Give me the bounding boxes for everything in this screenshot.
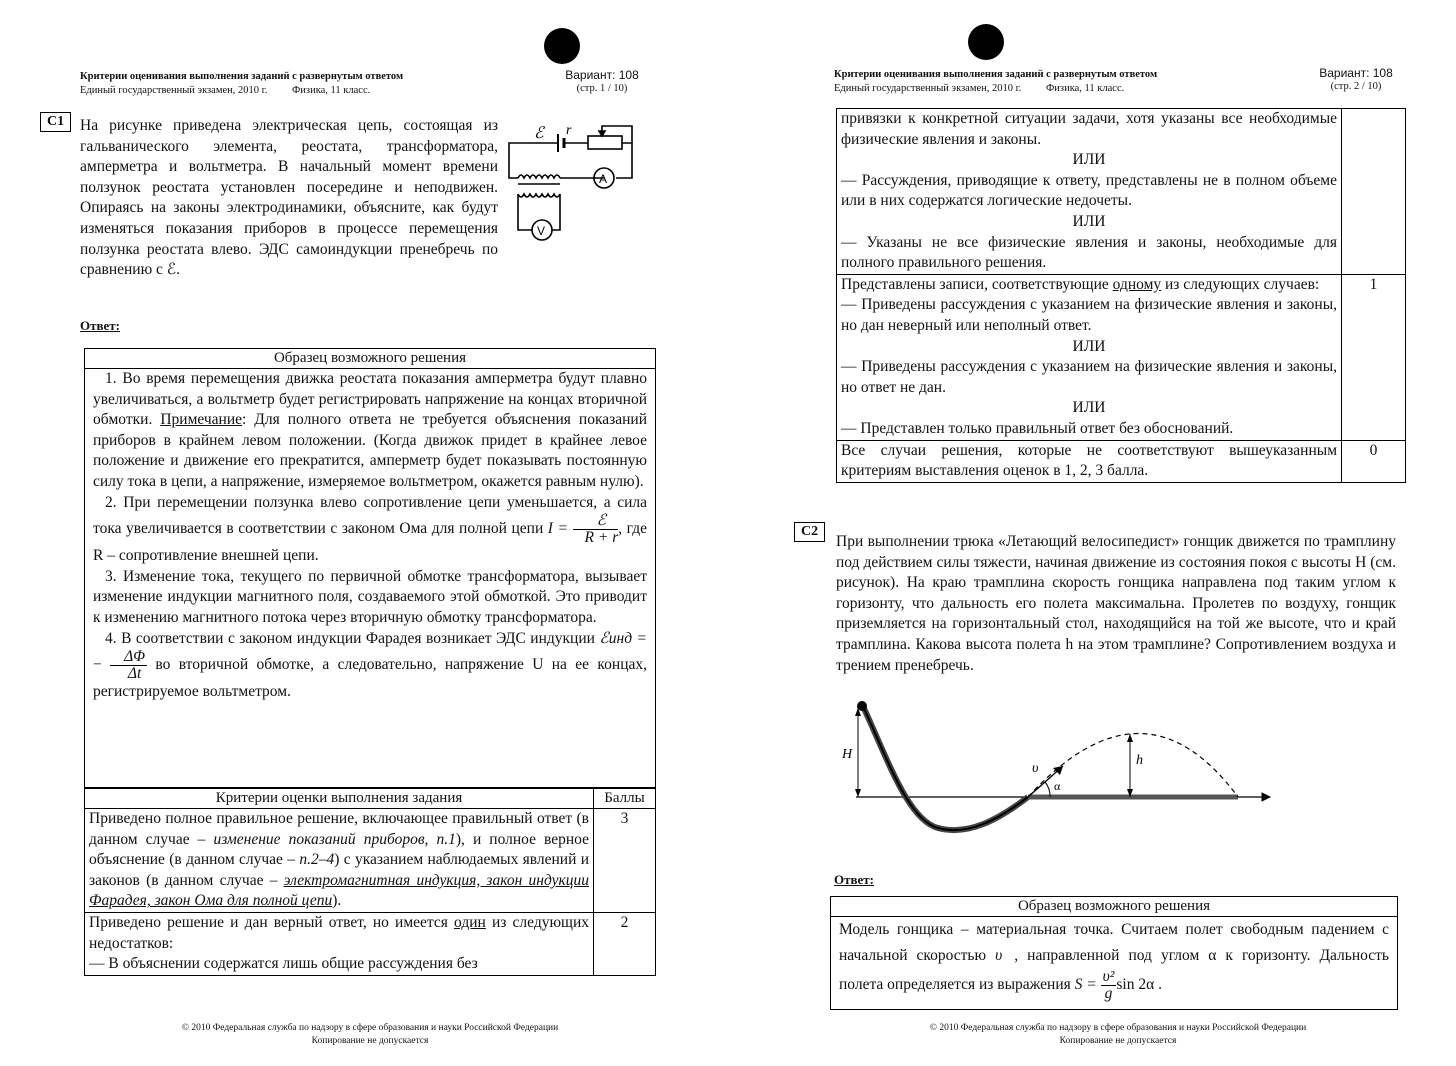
criteria-0-text: Все случаи решения, которые не соответствуют вышеуказанным критериям выставления оценок в 1, 2, 3 балла. xyxy=(837,440,1342,482)
crit2-c: из следующих недостатков: xyxy=(89,913,590,952)
crit3-f: электромагнитная индукция, закон индукции Фарадея, закон Ома для полной цепи xyxy=(89,871,589,910)
solution-title: Образец возможного решения xyxy=(831,897,1397,917)
solution-step-1 xyxy=(85,369,655,493)
points-header: Баллы xyxy=(594,789,656,809)
criteria-header-row xyxy=(85,789,656,809)
or-label: ИЛИ xyxy=(1072,212,1106,230)
cont-c: — Указаны не все физические явления и законы, необходимые для полного правильного решения. xyxy=(841,233,1337,272)
solution-step-4: 4. В соответствии с законом индукции Фарадея возникает ЭДС индукции ℰинд = − $\frac{\Delta\Phi}{\Delta t}$ во вторичной обмотке, а следовательно, напряжение U на ее концах, регистрируемое вольтметром. xyxy=(93,629,648,701)
criteria-header: Критерии оценки выполнения задания xyxy=(85,789,594,809)
task-c1-text-top xyxy=(80,116,498,281)
task-label-c2: C2 xyxy=(794,522,825,542)
solution-c2-text xyxy=(831,917,1397,1002)
criteria-row-2-cont xyxy=(837,109,1406,275)
faraday-den: Δt xyxy=(127,665,142,683)
range-formula xyxy=(1101,969,1117,1002)
rider-icon xyxy=(857,701,867,711)
header-subject: Физика, 11 класс. xyxy=(1046,83,1125,94)
label-v: υ xyxy=(1032,761,1039,776)
velocity-vector: υ⃗ xyxy=(995,947,1015,964)
task-label-c1: C1 xyxy=(40,112,71,132)
emf-label: ℰ xyxy=(534,125,544,142)
faraday-lhs: ℰинд = xyxy=(599,629,648,647)
header-title: Критерии оценивания выполнения заданий с развернутым ответом xyxy=(834,69,1158,80)
crit3-e: ) с указанием наблюдаемых явлений и законов (в данном случае – xyxy=(89,851,590,889)
criteria-1-points: 1 xyxy=(1342,274,1406,440)
or-label: ИЛИ xyxy=(1072,399,1106,417)
ohm-den: R + r xyxy=(584,529,619,547)
variant-label: Вариант: 108 xyxy=(1319,66,1393,80)
step-2-text-b: , где R – сопротивление внешней цепи. xyxy=(93,520,648,565)
page-2 xyxy=(728,0,1456,1066)
step-1-text: 1. Во время перемещения движка реостата показания амперметра будут плавно увеличиваться, а вольтметр будет регистрировать напряжение на концах вторичной обмотки. xyxy=(93,370,647,429)
solution-box xyxy=(84,348,656,788)
task-c1-text: На рисунке приведена электрическая цепь, состоящая из гальванического элемента, реостата, трансформатора, амперметра и вольтметра. В начальный момент времени ползунок реостата установлен посередине и неподвижен. Опираясь на законы электродинамики, объясните, как будут изменяться показания приборов в процессе перемещения ползунка реостата влево. ЭДС самоиндукции пренебречь по сравнению с ℰ. xyxy=(80,117,498,279)
variant-label: Вариант: 108 xyxy=(565,68,639,82)
variant-block xyxy=(556,68,648,96)
page-footer xyxy=(120,1022,620,1048)
criteria-table-cont xyxy=(836,108,1406,483)
range-den: g xyxy=(1104,985,1113,1002)
criteria-2-points-empty xyxy=(1342,109,1406,275)
hole-punch-dot xyxy=(544,28,580,64)
footer-copyright: © 2010 Федеральная служба по надзору в сфере образования и науки Российской Федерации xyxy=(929,1023,1307,1033)
answer-label: Ответ: xyxy=(80,318,121,333)
header-subtitle xyxy=(834,82,1274,96)
faraday-formula xyxy=(110,649,147,682)
label-alpha: α xyxy=(1054,779,1061,793)
crit1-e: — Приведены рассуждения с указанием на физические явления и законы, но ответ не дан. xyxy=(841,358,1337,396)
crit3-g: ). xyxy=(332,892,342,910)
label-h: h xyxy=(1136,753,1143,768)
header-subject: Физика, 11 класс. xyxy=(292,85,371,96)
faraday-num: ΔΦ xyxy=(110,649,147,666)
ohm-lhs: I = xyxy=(547,520,568,538)
task-c2-text: При выполнении трюка «Летающий велосипедист» гонщик движется по трамплину под действием силы тяжести, начиная движение из состояния покоя с высоты H (см. рисунок). На краю трамплина скорость гонщика направлена под таким углом к горизонту, что дальность его полета максимальна. Пролетев по воздуху, гонщик приземляется на горизонтальный стол, находящийся на той же высоте, что и край трамплина. Какова высота полета h на этом трамплине? Сопротивлением воздуха и трением пренебречь. xyxy=(836,533,1396,674)
crit1-c: из следующих случаев: xyxy=(1165,275,1320,293)
footer-notice: Копирование не допускается xyxy=(311,1036,429,1046)
criteria-row-1 xyxy=(837,274,1406,440)
header-title: Критерии оценивания выполнения заданий с развернутым ответом xyxy=(80,71,404,82)
criteria-table xyxy=(84,788,656,976)
header-exam: Единый государственный экзамен, 2010 г. xyxy=(834,83,1022,94)
ohm-formula xyxy=(573,513,619,546)
criteria-3-points: 3 xyxy=(594,809,656,913)
solution-box-c2 xyxy=(830,896,1398,1010)
ohm-num: ℰ xyxy=(573,513,619,530)
solution-step-3: 3. Изменение тока, текущего по первичной обмотке трансформатора, вызывает изменение индукции магнитного поля, создаваемого этой обмоткой. Это приводит к изменению магнитного потока через вторичную обмотку трансформатора. xyxy=(93,567,647,626)
sol-a: Модель гонщика – материальная точка. Считаем полет свободным падением с начальной скоростью xyxy=(839,921,1389,964)
criteria-1-text xyxy=(837,274,1342,440)
step-1-text-b: : Для полного ответа не требуется объяснения показаний приборов в крайнем левом положении. (Когда движок придет в крайнее левое положение и движение его прекратится, амперметр будет показывать постоянную силу тока в цепи, а напряжение, измеряемое вольтметром, окажется равным нулю). xyxy=(93,411,648,490)
circuit-diagram xyxy=(504,118,644,250)
crit2-a: Приведено решение и дан верный ответ, но имеется xyxy=(89,913,448,931)
criteria-3-text xyxy=(85,809,594,913)
page-header xyxy=(834,68,1274,96)
range-lhs: S = xyxy=(1074,976,1097,994)
answer-label: Ответ: xyxy=(834,872,875,887)
range-rhs: sin 2α . xyxy=(1116,976,1162,994)
crit1-f: — Представлен только правильный ответ без обоснований. xyxy=(841,419,1234,437)
crit2-d: — В объяснении содержатся лишь общие рассуждения без xyxy=(89,955,478,973)
criteria-2-text xyxy=(85,912,594,975)
label-H: H xyxy=(842,747,853,762)
page-number: (стр. 1 / 10) xyxy=(576,83,628,94)
crit3-b: изменение показаний приборов, п.1 xyxy=(213,830,456,848)
step-4-text: 4. В соответствии с законом индукции Фарадея возникает ЭДС индукции xyxy=(105,629,595,647)
or-label: ИЛИ xyxy=(1072,337,1106,355)
voltmeter-label: V xyxy=(537,224,546,238)
range-num: υ² xyxy=(1102,968,1115,985)
ramp-figure xyxy=(838,700,1278,840)
crit3-a: Приведено полное правильное решение, включающее правильный ответ (в данном случае – xyxy=(89,810,589,848)
crit3-d: п.2–4 xyxy=(299,851,335,869)
footer-copyright: © 2010 Федеральная служба по надзору в сфере образования и науки Российской Федерации xyxy=(181,1023,559,1033)
criteria-row-2 xyxy=(85,912,656,975)
page-number: (стр. 2 / 10) xyxy=(1330,81,1382,92)
cont-a: привязки к конкретной ситуации задачи, хотя указаны все необходимые физические явления и законы. xyxy=(841,110,1337,148)
criteria-row-3 xyxy=(85,809,656,913)
ammeter-label: A xyxy=(599,172,608,186)
footer-notice: Копирование не допускается xyxy=(1059,1036,1177,1046)
sol-b: , направленной под углом α к горизонту. Дальность полета определяется из выражения xyxy=(839,947,1389,994)
crit1-intro xyxy=(841,275,1337,296)
or-label: ИЛИ xyxy=(1072,151,1106,169)
step-2-text: 2. При перемещении ползунка влево сопротивление цепи уменьшается, а сила тока увеличивается в соответствии с законом Ома для полной цепи xyxy=(93,493,647,538)
crit1-d: — Приведены рассуждения с указанием на физические явления и законы, но дан неверный или неполный ответ. xyxy=(841,296,1337,334)
r-label: r xyxy=(566,123,572,138)
header-exam: Единый государственный экзамен, 2010 г. xyxy=(80,85,268,96)
variant-block xyxy=(1310,66,1402,94)
solution-title: Образец возможного решения xyxy=(85,349,655,369)
criteria-row-0 xyxy=(837,440,1406,482)
crit1-b: одному xyxy=(1112,275,1162,293)
cont-b: — Рассуждения, приводящие к ответу, представлены не в полном объеме или в них содержатся логические недочеты. xyxy=(841,171,1337,210)
solution-step-2 xyxy=(85,493,655,567)
criteria-0-points: 0 xyxy=(1342,440,1406,482)
header-subtitle xyxy=(80,84,540,98)
page-header xyxy=(80,70,540,98)
hole-punch-dot xyxy=(968,24,1004,60)
criteria-2-continued xyxy=(837,109,1342,275)
step-1-note: Примечание xyxy=(160,411,243,429)
criteria-2-points: 2 xyxy=(594,912,656,975)
crit2-b: один xyxy=(454,913,486,931)
page-footer xyxy=(868,1022,1368,1048)
crit3-c: ), и полное верное объяснение (в данном случае – xyxy=(89,830,590,869)
crit1-a: Представлены записи, соответствующие xyxy=(841,275,1109,293)
step-4-text-b: во вторичной обмотке, а следовательно, напряжение U на ее концах, регистрируемое вольтметром. xyxy=(93,656,647,701)
